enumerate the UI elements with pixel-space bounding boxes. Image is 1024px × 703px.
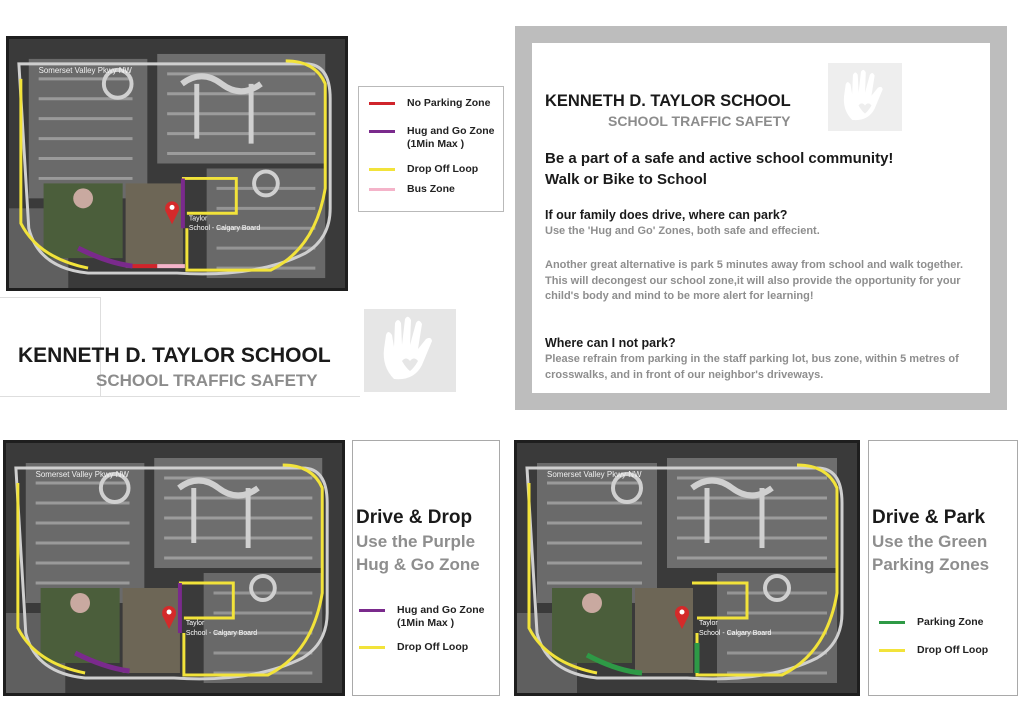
- aerial-map: [9, 39, 345, 288]
- legend-label: Hug and Go Zone: [397, 604, 485, 616]
- drive-park-subtitle-1: Use the Green: [872, 532, 988, 551]
- map-street-label: Somerset Valley Pkwy NW: [35, 469, 129, 480]
- map-drive-drop: [3, 440, 345, 696]
- hand-icon: [828, 63, 902, 131]
- school-grounds: [126, 183, 183, 268]
- aerial-map: [6, 443, 342, 693]
- school-name: KENNETH D. TAYLOR SCHOOL: [18, 344, 331, 367]
- legend-item-bus-zone: [369, 183, 455, 196]
- drive-park-subtitle-2: Parking Zones: [872, 555, 990, 574]
- map-school-label: Taylor: [185, 619, 205, 628]
- hand-icon: [364, 309, 456, 392]
- guide-line: [0, 396, 360, 397]
- school-grounds: [123, 588, 180, 673]
- ball-diamond: [582, 593, 602, 613]
- legend-label: Hug and Go Zone: [407, 125, 495, 137]
- school-grounds: [635, 588, 693, 673]
- legend-label: Bus Zone: [407, 183, 455, 195]
- drive-drop-subtitle-2: Hug & Go Zone: [356, 555, 480, 574]
- info-school-subtitle: SCHOOL TRAFFIC SAFETY: [608, 113, 791, 129]
- info-panel-inner: [532, 43, 990, 393]
- map-street-label: Somerset Valley Pkwy NW: [38, 65, 132, 75]
- legend-item-parking-zone: [879, 616, 984, 629]
- legend-item-no-parking: [369, 97, 490, 110]
- legend-swatch-yellow: [369, 168, 395, 171]
- hand-logo: [364, 309, 456, 392]
- guide-line: [0, 297, 100, 298]
- legend-label-note: (1Min Max ): [397, 617, 455, 629]
- info-answer-2: Please refrain from parking in the staff parking lot, bus zone, within 5 metres of crosswalks, and in front of our neighbor's driveways.: [545, 353, 959, 381]
- legend-swatch-yellow: [879, 649, 905, 652]
- legend-label: No Parking Zone: [407, 97, 491, 109]
- legend-item-drop-off: [369, 163, 478, 176]
- map-school-label: School - Calgary Board: [185, 629, 258, 638]
- legend-swatch-pink: [369, 188, 395, 191]
- info-headline-2: Walk or Bike to School: [545, 171, 707, 188]
- map-overview: [6, 36, 348, 291]
- drive-drop-panel: [352, 440, 500, 696]
- legend-swatch-purple: [359, 609, 385, 612]
- info-headline: Be a part of a safe and active school community!: [545, 150, 894, 167]
- map-school-label: Taylor: [699, 620, 718, 627]
- legend-overview: [358, 86, 504, 212]
- school-subtitle: SCHOOL TRAFFIC SAFETY: [96, 371, 318, 390]
- drive-park-title: Drive & Park: [872, 507, 986, 528]
- legend-swatch-purple: [369, 130, 395, 133]
- legend-swatch-red: [369, 102, 395, 105]
- drive-park-panel: [868, 440, 1018, 696]
- drive-drop-title: Drive & Drop: [356, 507, 473, 528]
- info-answer-1: Use the 'Hug and Go' Zones, both safe and effecient.: [545, 225, 820, 237]
- legend-label-note: (1Min Max ): [407, 138, 465, 150]
- info-hand-logo: [828, 63, 902, 131]
- aerial-map: [517, 443, 857, 693]
- info-paragraph-2: Another great alternative is park 5 minutes away from school and walk together. This will decongest our school zone,it will also provide the opportunity for your child's body and mind to be more alert for learning!: [545, 259, 964, 302]
- info-panel: [515, 26, 1007, 410]
- info-question-1: If our family does drive, where can park?: [545, 208, 788, 222]
- map-school-label: School - Calgary Board: [188, 225, 261, 233]
- legend-item-hug-and-go: [369, 125, 495, 151]
- ball-diamond: [70, 593, 90, 613]
- info-school-name: KENNETH D. TAYLOR SCHOOL: [545, 92, 791, 110]
- legend-label: Drop Off Loop: [397, 641, 469, 653]
- legend-label: Parking Zone: [917, 616, 984, 628]
- map-school-label: Taylor: [188, 215, 208, 223]
- legend-swatch-green: [879, 621, 905, 624]
- legend-swatch-yellow: [359, 646, 385, 649]
- legend-item-drop-off: [359, 641, 468, 654]
- info-question-2: Where can I not park?: [545, 336, 676, 350]
- legend-item-hug-and-go: [359, 604, 485, 630]
- map-street-label: Somerset Valley Pkwy NW: [547, 470, 642, 479]
- legend-label: Drop Off Loop: [917, 644, 989, 656]
- map-school-label: School - Calgary Board: [699, 630, 772, 637]
- drive-drop-subtitle-1: Use the Purple: [356, 532, 476, 551]
- map-drive-park: [514, 440, 860, 696]
- ball-diamond: [73, 188, 93, 208]
- legend-label: Drop Off Loop: [407, 163, 479, 175]
- legend-item-drop-off: [879, 644, 988, 657]
